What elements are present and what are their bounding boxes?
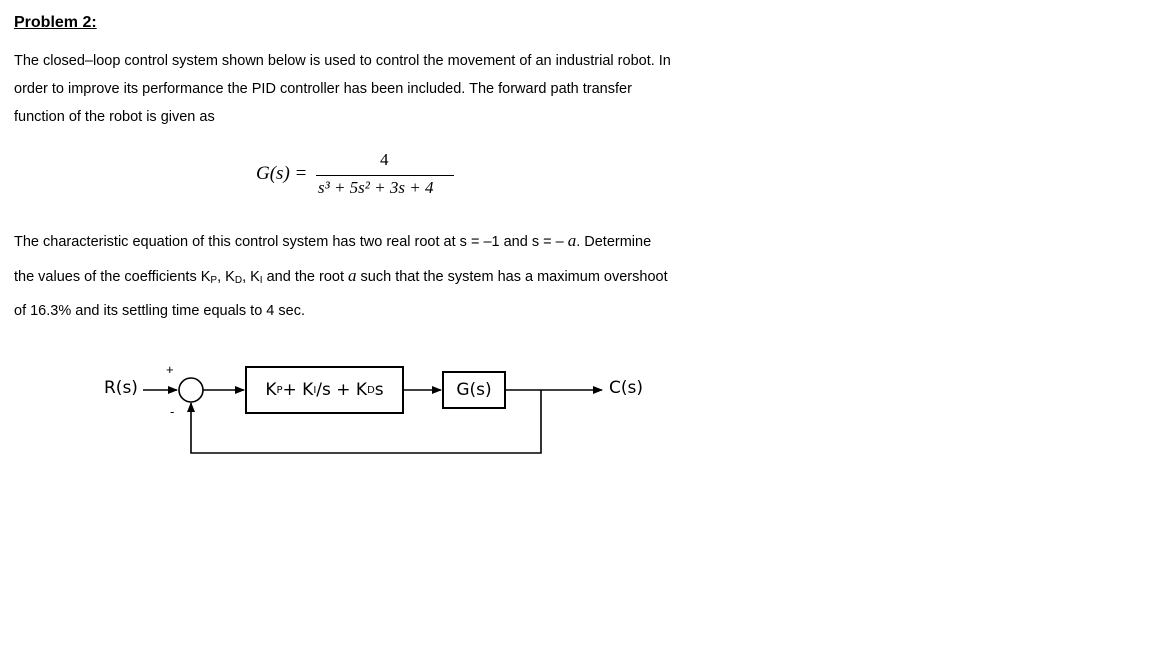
pid-controller-block <box>245 366 404 414</box>
pid-subscript: I <box>313 384 317 396</box>
question-line-3: of 16.3% and its settling time equals to 4 sec. <box>14 303 305 319</box>
question-text: The characteristic equation of this control system has two real root at s = –1 and s = – <box>14 234 568 250</box>
pid-text: K <box>265 380 277 400</box>
question-text: , K <box>217 269 235 285</box>
intro-line-1: The closed–loop control system shown below is used to control the movement of an industrial robot. In <box>14 53 671 69</box>
problem-title: Problem 2: <box>14 14 97 31</box>
pid-text: /s + K <box>316 380 368 400</box>
question-text: and the root <box>262 269 349 285</box>
equation-denominator: s³ + 5s² + 3s + 4 <box>318 178 434 197</box>
minus-sign: - <box>170 404 175 419</box>
pid-subscript: D <box>367 384 375 396</box>
pid-text: + K <box>282 380 314 400</box>
equation-lhs: G(s) = <box>256 163 308 184</box>
summing-junction <box>179 378 203 402</box>
plus-sign: + <box>166 362 174 377</box>
question-text: such that the system has a maximum overshoot <box>356 269 668 285</box>
root-variable: a <box>567 231 577 250</box>
plant-block: G(s) <box>442 371 506 409</box>
root-variable: a <box>348 266 357 285</box>
subscript: P <box>210 275 218 286</box>
equation-numerator: 4 <box>380 150 389 169</box>
subscript: D <box>234 275 243 286</box>
question-text: , K <box>242 269 260 285</box>
output-label: C(s) <box>609 378 643 398</box>
question-text: . Determine <box>576 234 652 250</box>
pid-subscript: P <box>276 384 283 396</box>
pid-text: s <box>374 380 384 400</box>
intro-line-2: order to improve its performance the PID controller has been included. The forward path transfer <box>14 81 632 97</box>
question-text: the values of the coefficients K <box>14 269 211 285</box>
subscript: I <box>259 275 263 286</box>
intro-line-3: function of the robot is given as <box>14 109 215 125</box>
input-label: R(s) <box>104 378 138 398</box>
